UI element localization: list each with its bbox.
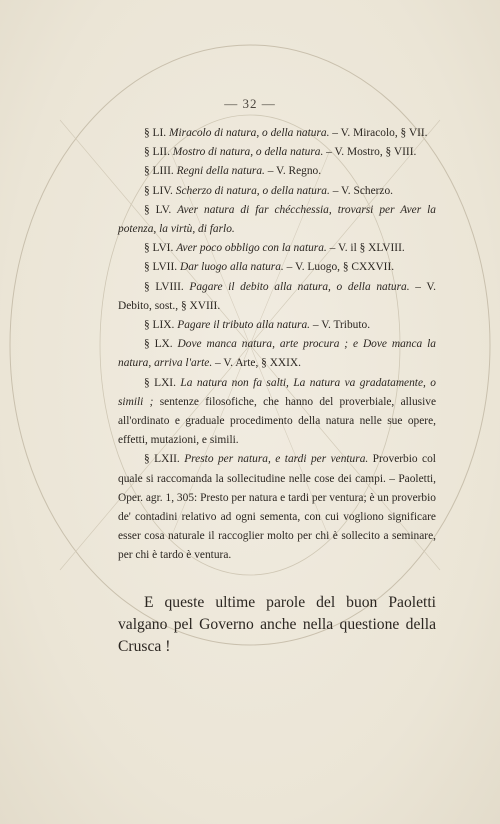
entry-58: § LVIII. Pagare il debito alla natura, o della natura. – V. Debito, sost., § XVIII. [118,280,436,312]
entry-52: § LII. Mostro di natura, o della natura. – V. Mostro, § VIII. [144,146,417,159]
entry-54: § LIV. Scherzo di natura, o della natura. – V. Scherzo. [144,184,394,197]
entry-62: § LXII. Presto per natura, e tardi per ventura. Proverbio col quale si raccomanda la sollecitudine nelle cose dei campi. – Paoletti, Oper. agr. 1, 305: Presto per natura e tardi per ventura; è un proverbio de' contadini relativo ad ogni sementa, con cui vogliono significare esser cosa naturale il raccoglier molto per chi è sollecito a seminare, per chi è tardo è ventura. [118,453,436,562]
closing-paragraph: E queste ultime parole del buon Paoletti valgano pel Governo anche nella questione della Crusca ! [118,594,436,655]
entry-55: § LV. Aver natura di far chécchessia, trovarsi per Aver la potenza, la virtù, di farlo. [118,203,436,236]
text-block [118,124,436,566]
entry-51: § LI. Miracolo di natura, o della natura. – V. Miracolo, § VII. [144,127,428,139]
page-number: — 32 — [224,96,276,111]
entry-57: § LVII. Dar luogo alla natura. – V. Luogo, § CXXVII. [144,261,395,274]
entry-53: § LIII. Regni della natura. – V. Regno. [144,165,322,178]
entry-59: § LIX. Pagare il tributo alla natura. – V. Tributo. [144,319,371,332]
entry-56: § LVI. Aver poco obbligo con la natura. – V. il § XLVIII. [144,242,405,255]
entry-60: § LX. Dove manca natura, arte procura ; e Dove manca la natura, arriva l'arte. – V. Arte, § XXIX. [118,338,436,370]
entry-61: § LXI. La natura non fa salti, La natura va gradatamente, o simili ; sentenze filosofiche, che hanno del proverbiale, allusive all'ordinato e graduale procedimento della natura nelle sue opere, effetti, mutazioni, e simili. [118,376,436,447]
